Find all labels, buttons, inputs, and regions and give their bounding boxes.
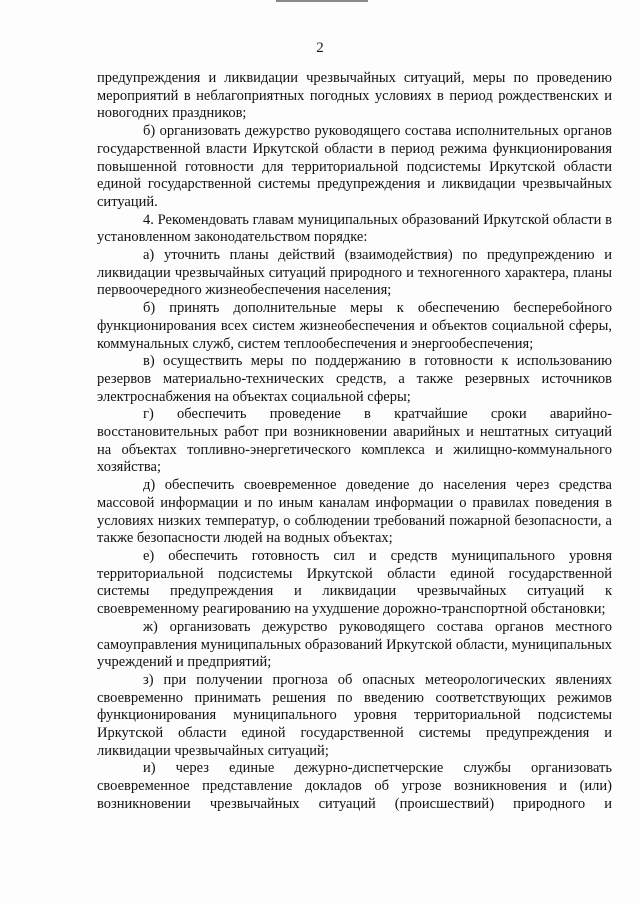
paragraph: в) осуществить меры по поддержанию в готовности к использованию резервов материально-технических средств, а также резервных источников электроснабжения на объектах социальной сферы; xyxy=(97,353,612,405)
paragraph: ж) организовать дежурство руководящего состава органов местного самоуправления муниципальных образований Иркутской области, муниципальных учреждений и предприятий; xyxy=(97,618,612,671)
paragraph: предупреждения и ликвидации чрезвычайных ситуаций, меры по проведению мероприятий в неблагоприятных погодных условиях в период рождественских и новогодних праздников; xyxy=(97,70,612,122)
paragraph: е) обеспечить готовность сил и средств муниципального уровня территориальной подсистемы Иркутской области единой государственной системы предупреждения и ликвидации чрезвычайных ситуаций к своевременному реагированию на ухудшение дорожно-транспортной обстановки; xyxy=(97,547,612,618)
top-rule xyxy=(276,0,368,2)
paragraph: а) уточнить планы действий (взаимодействия) по предупреждению и ликвидации чрезвычайных ситуаций природного и техногенного характера, планы первоочередного жизнеобеспечения населения; xyxy=(97,247,612,299)
paragraph: 4. Рекомендовать главам муниципальных образований Иркутской области в установленном законодательством порядке: xyxy=(97,211,612,246)
paragraph: д) обеспечить своевременное доведение до населения через средства массовой информации и по иным каналам информации о правилах поведения в условиях низких температур, о соблюдении требований пожарной безопасности, а также безопасности людей на водных объектах; xyxy=(97,477,612,547)
paragraph: з) при получении прогноза об опасных метеорологических явлениях своевременно принимать решения по введению соответствующих режимов функционирования муниципального уровня территориальной подсистемы Иркутской области единой государственной системы предупреждения и ликвидации чрезвычайных ситуаций; xyxy=(97,671,612,759)
paragraph: г) обеспечить проведение в кратчайшие сроки аварийно-восстановительных работ при возникновении аварийных и нештатных ситуаций на объектах топливно-энергетического комплекса и жилищно-коммунального хозяйства; xyxy=(97,406,612,476)
paragraph: б) принять дополнительные меры к обеспечению бесперебойного функционирования всех систем жизнеобеспечения и объектов социальной сферы, коммунальных служб, систем теплообеспечения и энергообеспечения; xyxy=(97,300,612,352)
document-body xyxy=(97,70,612,814)
paragraph: б) организовать дежурство руководящего состава исполнительных органов государственной власти Иркутской области в период режима функционирования повышенной готовности для территориальной подсистемы Иркутской области единой государственной системы предупреждения и ликвидации чрезвычайных ситуаций. xyxy=(97,123,612,210)
paragraph: и) через единые дежурно-диспетчерские службы организовать своевременное представление докладов об угрозе возникновения и (или) возникновении чрезвычайных ситуаций (происшествий) природного и xyxy=(97,760,612,812)
page-number: 2 xyxy=(316,40,324,56)
